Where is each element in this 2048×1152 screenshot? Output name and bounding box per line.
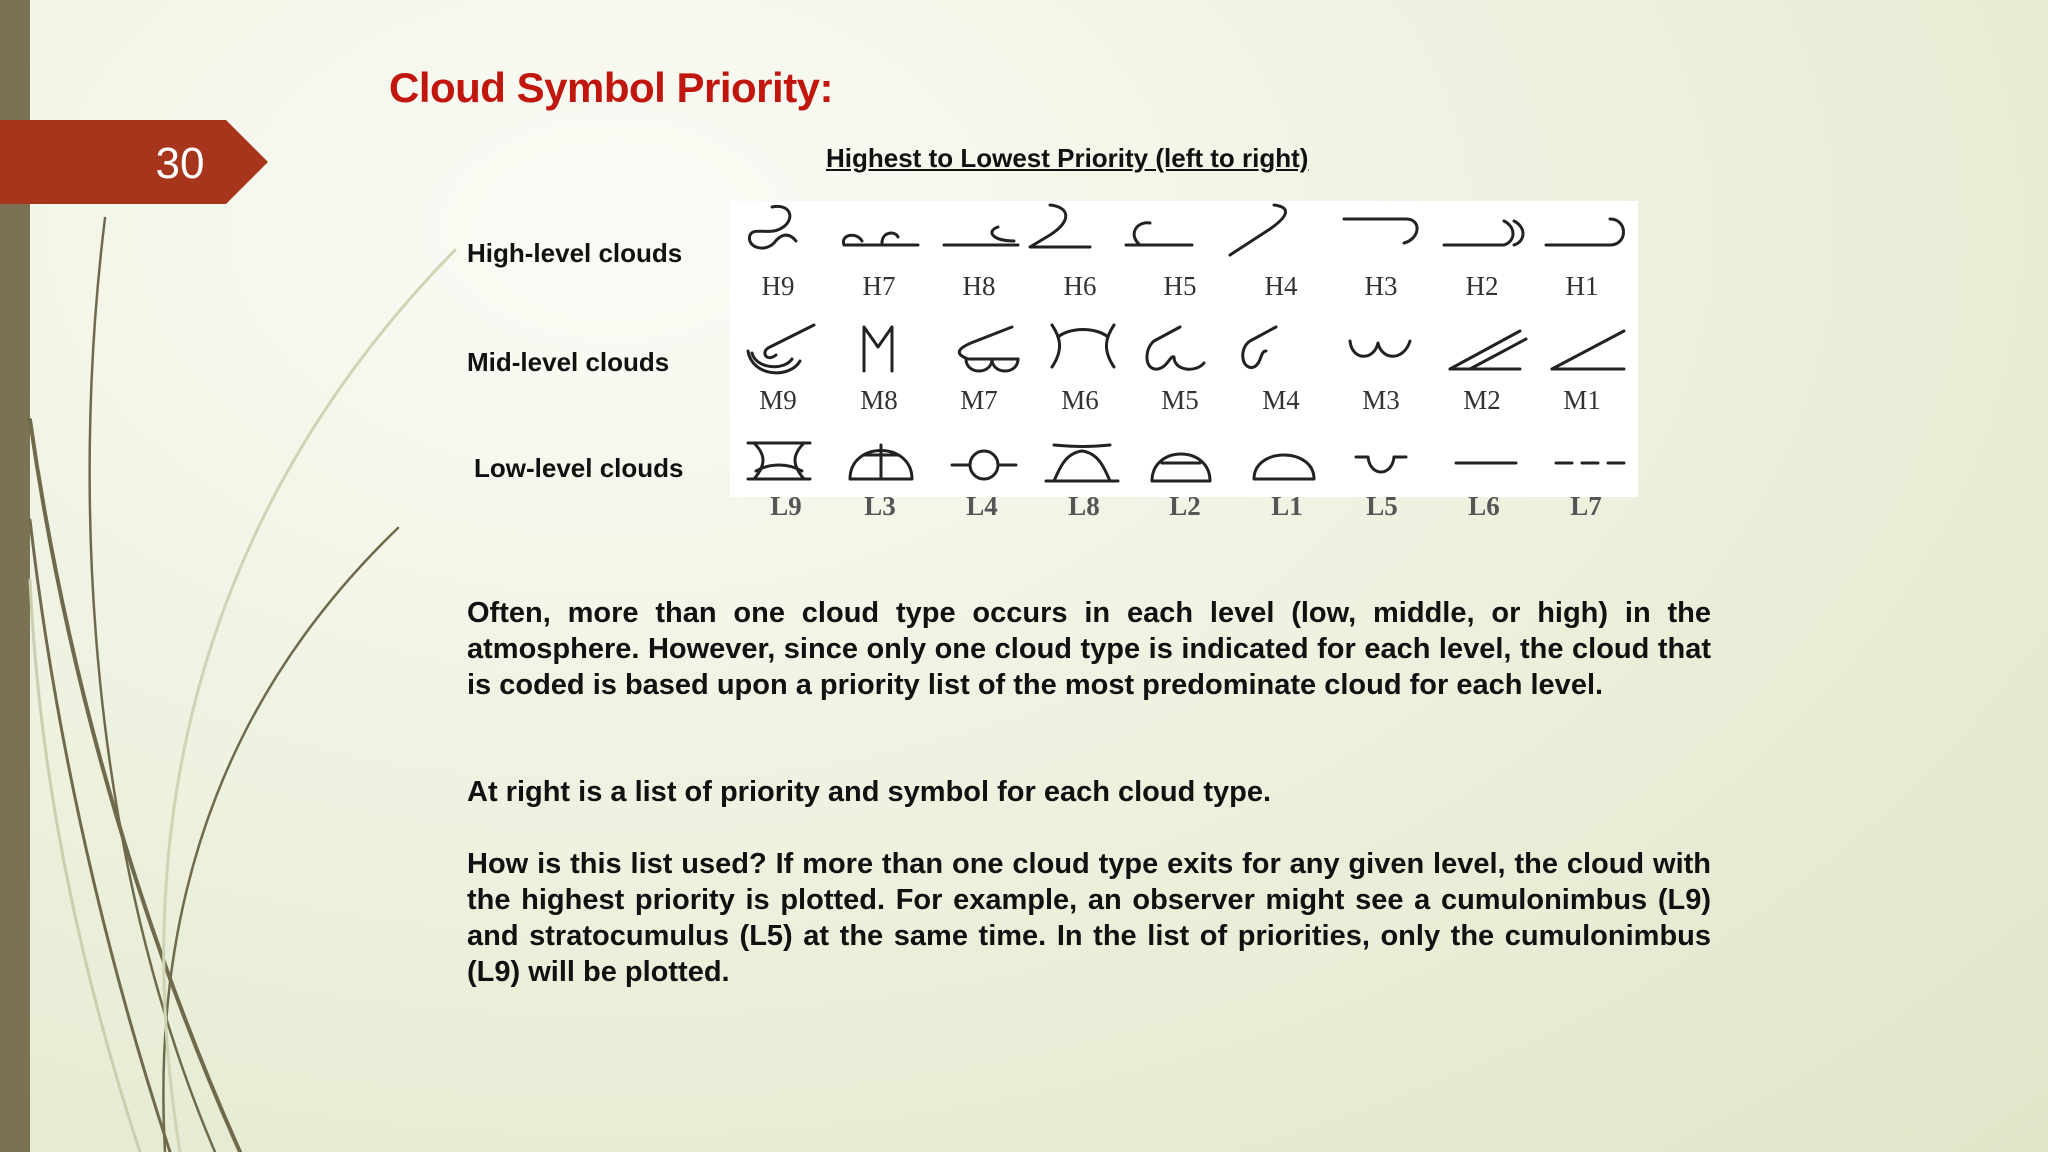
paragraph-intro: Often, more than one cloud type occurs in each level (low, middle, or high) in the atmosphere. However, since only one cloud type is indicated for each level, the cloud that is coded is based upon a priority list of the most predominate cloud for each level. — [467, 597, 1711, 701]
code-l8: L8 — [1068, 491, 1100, 521]
code-m4: M4 — [1262, 385, 1300, 415]
code-l5: L5 — [1366, 491, 1398, 521]
slide-title: Cloud Symbol Priority: — [389, 64, 834, 111]
code-l4: L4 — [966, 491, 998, 521]
symbol-l9 — [748, 443, 810, 479]
paragraph-usage: How is this list used? If more than one cloud type exits for any given level, the cloud with the highest priority is plotted. For example, an observer might see a cumulonimbus (L9) and stratocumulus (L5) at the same time. In the list of priorities, only the cumulonimbus (L9) will be plotted. — [467, 848, 1711, 988]
symbol-m8 — [864, 327, 892, 371]
symbol-h5 — [1126, 223, 1192, 245]
symbol-h7 — [843, 233, 918, 245]
symbol-l4 — [952, 451, 1016, 479]
slide-number: 30 — [155, 139, 205, 188]
code-h5: H5 — [1163, 271, 1197, 301]
code-m5: M5 — [1161, 385, 1199, 415]
cloud-symbol-table — [730, 201, 1638, 497]
code-l3: L3 — [864, 491, 896, 521]
table-subtitle: Highest to Lowest Priority (left to right) — [826, 143, 1309, 173]
paragraph-list-note: At right is a list of priority and symbol for each cloud type. — [467, 776, 1272, 808]
row-label-mid: Mid-level clouds — [467, 347, 670, 377]
symbol-l3 — [850, 445, 912, 479]
code-h9: H9 — [761, 271, 795, 301]
code-m8: M8 — [860, 385, 898, 415]
code-m7: M7 — [960, 385, 998, 415]
code-h3: H3 — [1364, 271, 1398, 301]
symbol-h4 — [1230, 205, 1286, 255]
code-h8: H8 — [962, 271, 996, 301]
code-m1: M1 — [1563, 385, 1601, 415]
symbol-l8 — [1046, 445, 1118, 481]
symbol-m3 — [1350, 341, 1410, 356]
row-label-low: Low-level clouds — [474, 453, 684, 483]
code-l7: L7 — [1570, 491, 1602, 521]
symbol-m4 — [1243, 327, 1276, 367]
code-m2: M2 — [1463, 385, 1501, 415]
cloud-symbols — [730, 201, 1638, 497]
slide-number-badge — [0, 120, 268, 204]
symbol-h9 — [749, 206, 796, 248]
code-h7: H7 — [862, 271, 896, 301]
code-l9: L9 — [770, 491, 802, 521]
symbol-m1 — [1552, 331, 1624, 369]
code-l2: L2 — [1169, 491, 1201, 521]
symbol-h3 — [1344, 219, 1417, 243]
code-h6: H6 — [1063, 271, 1097, 301]
code-h2: H2 — [1465, 271, 1499, 301]
symbol-h6 — [1030, 205, 1090, 247]
symbol-l5 — [1356, 457, 1406, 472]
code-l1: L1 — [1271, 491, 1303, 521]
symbol-m2 — [1450, 331, 1526, 369]
code-m6: M6 — [1061, 385, 1099, 415]
symbol-m9 — [748, 325, 814, 373]
symbol-h8 — [944, 227, 1018, 245]
row-label-high: High-level clouds — [467, 238, 683, 268]
code-l6: L6 — [1468, 491, 1500, 521]
symbol-l1 — [1254, 455, 1314, 479]
symbol-m7 — [959, 327, 1018, 371]
code-h4: H4 — [1264, 271, 1298, 301]
code-m3: M3 — [1362, 385, 1400, 415]
symbol-h2 — [1444, 221, 1523, 245]
symbol-l2 — [1152, 454, 1210, 481]
symbol-m5 — [1147, 327, 1204, 369]
symbol-m6 — [1052, 325, 1114, 367]
symbol-h1 — [1546, 219, 1624, 245]
code-h1: H1 — [1565, 271, 1599, 301]
code-m9: M9 — [759, 385, 797, 415]
